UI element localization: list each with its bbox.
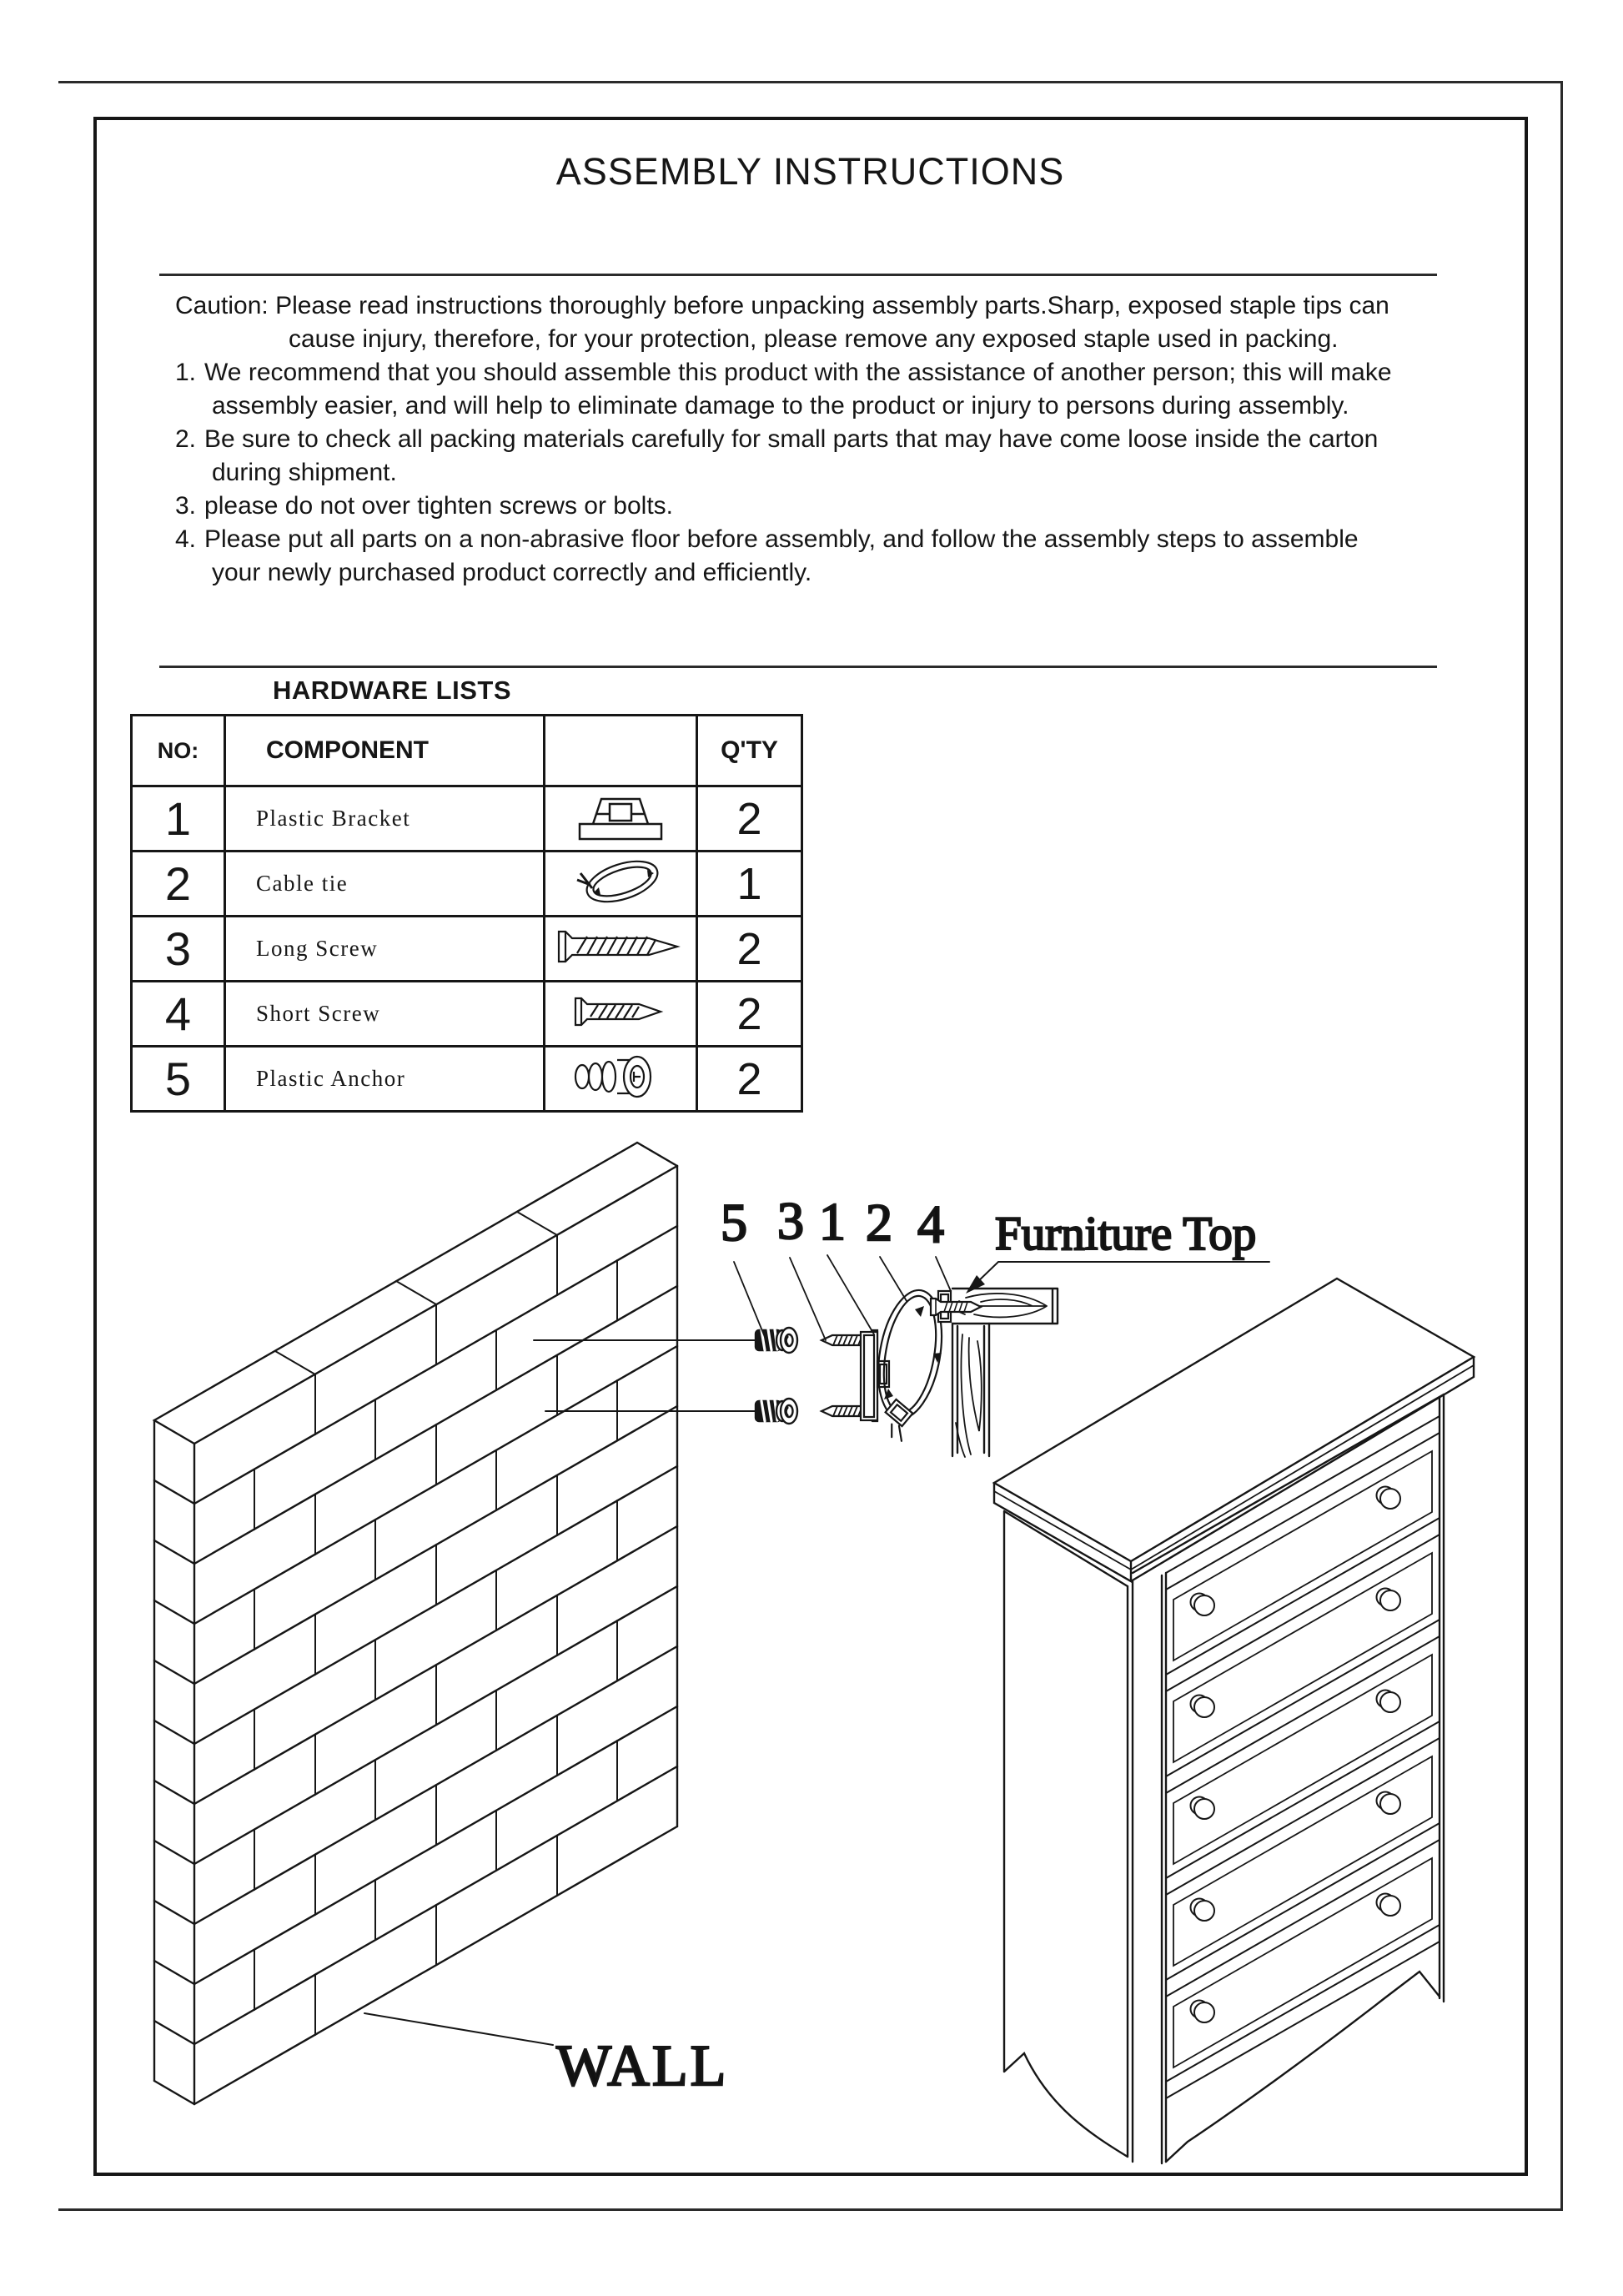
brick-wall [154, 1143, 677, 2104]
col-header-qty: Q'TY [697, 716, 802, 786]
note-3-number: 3. [175, 492, 197, 520]
row5-qty: 2 [697, 1047, 802, 1112]
col-header-no: NO: [132, 716, 225, 786]
row3-no: 3 [132, 917, 225, 982]
row5-no: 5 [132, 1047, 225, 1112]
row2-component: Cable tie [225, 852, 545, 917]
caution-paragraph: Caution: Please read instructions thoroughly before unpacking assembly parts.Sharp, exposed staple tips can cause injury, therefore, for your protection, please remove any exposed staple used in packing. [175, 292, 1389, 353]
drawer-knobs [1191, 1487, 1401, 2023]
row3-component: Long Screw [225, 917, 545, 982]
hardware-lists-heading: HARDWARE LISTS [273, 676, 511, 705]
furniture-top-section [952, 1289, 1058, 1457]
note-2-number: 2. [175, 425, 197, 453]
furniture-top-callout [966, 1208, 1269, 1294]
anchor-leader-lines [534, 1340, 755, 1411]
dresser [994, 1279, 1474, 2163]
wall-leader-line [364, 2013, 553, 2045]
callout-2: 2 [866, 1193, 892, 1252]
callout-3: 3 [777, 1191, 804, 1250]
wall-label: WALL [556, 2034, 729, 2098]
furniture-top-label: Furniture Top [995, 1208, 1257, 1260]
row2-no: 2 [132, 852, 225, 917]
row1-qty: 2 [697, 786, 802, 852]
note-4-number: 4. [175, 525, 197, 553]
row4-no: 4 [132, 982, 225, 1047]
row5-component: Plastic Anchor [225, 1047, 545, 1112]
row1-component: Plastic Bracket [225, 786, 545, 852]
note-1-number: 1. [175, 359, 197, 386]
row2-qty: 1 [697, 852, 802, 917]
note-1-text: We recommend that you should assemble this product with the assistance of another person; this will make assembly easier, and will help to eliminate damage to the product or injury to persons during assembly. [204, 359, 1392, 420]
callout-4: 4 [917, 1194, 944, 1254]
note-4-text: Please put all parts on a non-abrasive floor before assembly, and follow the assembly steps to assemble your newly purchased product correctly and efficiently. [204, 525, 1359, 586]
page-title: ASSEMBLY INSTRUCTIONS [555, 150, 1065, 193]
row4-component: Short Screw [225, 982, 545, 1047]
row4-qty: 2 [697, 982, 802, 1047]
callout-1: 1 [819, 1192, 846, 1251]
callout-5: 5 [721, 1193, 747, 1252]
col-header-component: COMPONENT [225, 716, 545, 786]
note-2-text: Be sure to check all packing materials carefully for small parts that may have come loose inside the carton during shipment. [204, 425, 1379, 486]
row1-no: 1 [132, 786, 225, 852]
row3-qty: 2 [697, 917, 802, 982]
note-3-text: please do not over tighten screws or bolts. [204, 492, 674, 520]
part-callouts [721, 1191, 951, 1340]
